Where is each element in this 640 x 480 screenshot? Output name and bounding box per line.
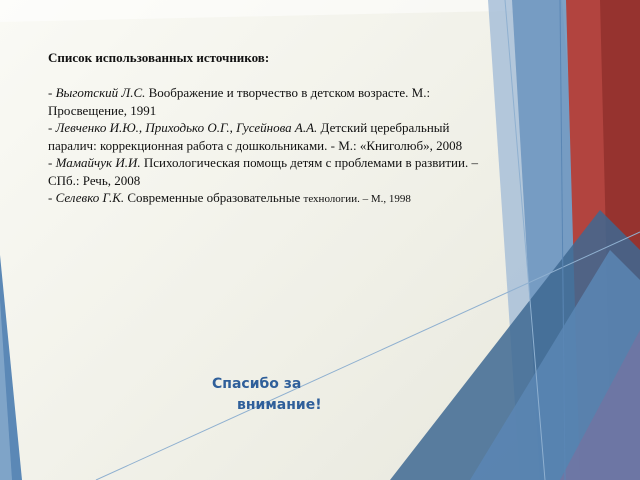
- reference-item-4: [48, 189, 488, 209]
- reference-prefix: -: [48, 120, 56, 135]
- reference-prefix: -: [48, 155, 56, 170]
- reference-authors: Левченко И.Ю., Приходько О.Г., Гусейнова А.А.: [55, 120, 318, 135]
- reference-item-1: [48, 84, 488, 119]
- reference-item-2: [48, 119, 488, 154]
- reference-prefix: -: [48, 85, 56, 100]
- reference-authors: Селевко Г.К.: [55, 190, 125, 205]
- slide-title: Список использованных источников:: [48, 50, 270, 65]
- reference-item-3: [48, 154, 488, 189]
- reference-authors: Выготский Л.С.: [55, 85, 146, 100]
- thank-you-message: [212, 374, 322, 416]
- reference-list: [48, 84, 488, 209]
- reference-authors: Мамайчук И.И.: [55, 155, 141, 170]
- reference-text: Современные образовательные: [124, 190, 304, 205]
- reference-prefix: -: [48, 190, 56, 205]
- reference-text-small: технологии. – М., 1998: [303, 193, 411, 205]
- reference-text: Детский церебральный паралич: коррекционная работа с дошкольниками. - М.: «Книголюб», 2008: [48, 120, 463, 153]
- reference-text: Психологическая помощь детям с проблемами в развитии. – СПб.: Речь, 2008: [48, 155, 478, 188]
- thanks-line-2: внимание!: [237, 397, 322, 413]
- thanks-line-1: Спасибо за: [212, 376, 302, 392]
- reference-text: Воображение и творчество в детском возрасте. М.: Просвещение, 1991: [48, 85, 431, 118]
